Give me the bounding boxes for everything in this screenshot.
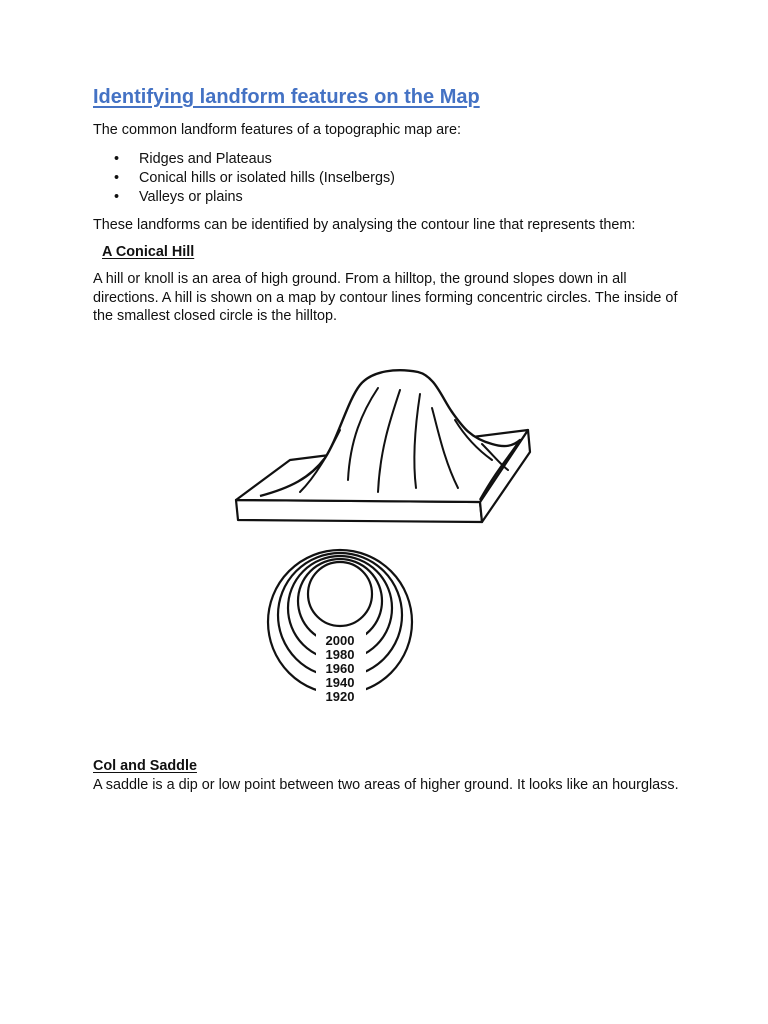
intro-paragraph: The common landform features of a topographic map are: [93,122,461,138]
contour-ring-2000 [308,562,372,626]
feature-list [93,150,683,207]
col-saddle-paragraph: A saddle is a dip or low point between two areas of higher ground. It looks like an hourglass. [93,777,679,793]
document-body [93,86,683,326]
contour-label: 1980 [325,647,355,662]
contour-label: 1920 [325,689,355,704]
contour-label: 1940 [325,675,355,690]
bullet-icon: • [114,169,120,186]
slab-side [236,500,482,522]
conical-hill-figure [230,360,550,710]
col-saddle-heading: Col and Saddle [93,758,197,774]
bullet-icon: • [114,188,120,205]
conical-hill-heading: A Conical Hill [102,244,195,260]
contour-label: 1960 [325,661,355,676]
list-item: • Ridges and Plateaus [114,150,272,167]
analyse-paragraph: These landforms can be identified by analysing the contour line that represents them: [93,216,636,233]
conical-hill-paragraph: A hill or knoll is an area of high ground. From a hilltop, the ground slopes down in all directions. A hill is shown on a map by contour lines forming concentric circles. The inside of the smallest closed circle is the hilltop. [93,271,678,324]
conical-hill-illustration [230,360,550,710]
bullet-icon: • [114,150,120,167]
page-title: Identifying landform features on the Map [93,86,480,108]
contour-label: 2000 [325,633,355,648]
list-item: • Valleys or plains [114,188,243,205]
list-item: • Conical hills or isolated hills (Inselbergs) [114,169,395,186]
